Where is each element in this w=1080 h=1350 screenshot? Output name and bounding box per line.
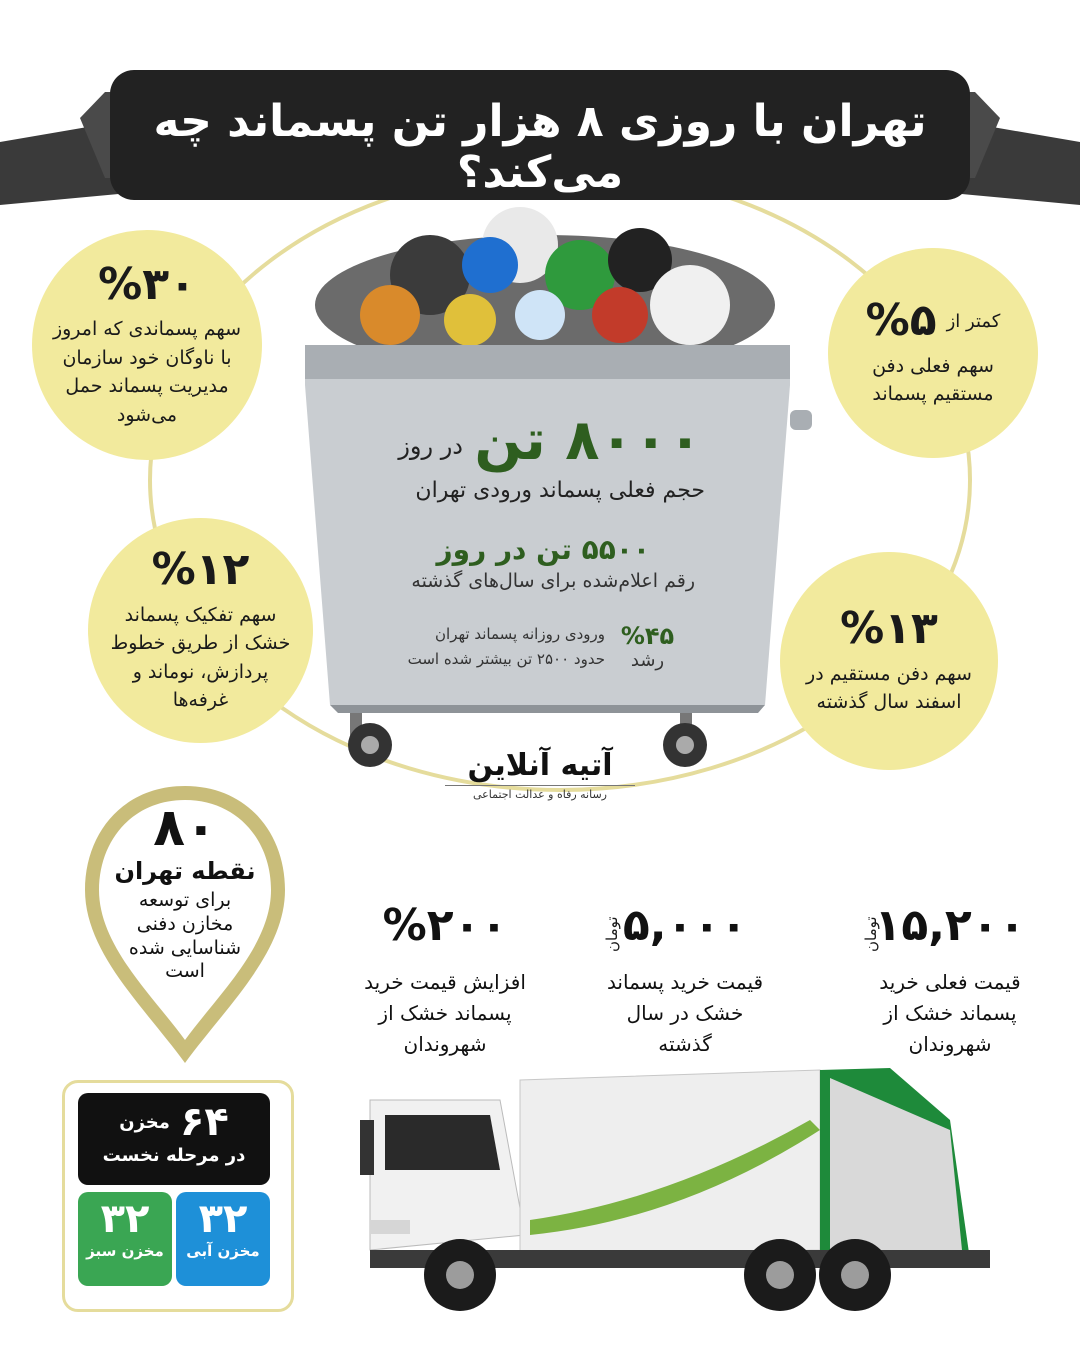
stat-5000-value: ۵,۰۰۰ xyxy=(622,900,748,951)
stat-200-desc: افزایش قیمت خرید پسماند خشک از شهروندان xyxy=(364,970,526,1056)
bin-prev-value: ۵۵۰۰ تن در روز xyxy=(436,533,650,566)
stat-15200-value: ۱۵,۲۰۰ xyxy=(874,900,1026,951)
growth-label: رشد xyxy=(630,650,665,671)
bin-main-value: ۸۰۰۰ تن xyxy=(474,408,702,473)
bin-main-desc: حجم فعلی پسماند ورودی تهران xyxy=(415,478,705,503)
stat-5000-unit: تومان xyxy=(603,916,621,952)
stat-circle-13-text: سهم دفن مستقیم در اسفند سال گذشته xyxy=(806,662,972,714)
stat-circle-5-head xyxy=(866,297,1001,345)
stat-circle-30-text: سهم پسماندی که امروز با ناوگان خود سازمان مدیریت پسماند حمل می‌شود xyxy=(52,318,242,426)
stat-circle-5-percent: %۵ xyxy=(865,295,937,347)
bin-prev-desc: رقم اعلام‌شده برای سال‌های گذشته xyxy=(411,570,695,592)
stat-circle-5-text: سهم فعلی دفن مستقیم پسماند xyxy=(872,354,994,406)
bin-main-unit: در روز xyxy=(398,432,463,460)
bin-total-value: ۶۴ xyxy=(179,1099,229,1145)
bin-total-head xyxy=(78,1099,270,1145)
green-bin-box xyxy=(78,1192,172,1286)
stat-circle-5-prefix: کمتر از xyxy=(946,310,1001,332)
blue-bin-box xyxy=(176,1192,270,1286)
brand-tagline: رسانه رفاه و عدالت اجتماعی xyxy=(445,785,635,801)
stat-5000-desc: قیمت خرید پسماند خشک در سال گذشته xyxy=(606,970,764,1056)
growth-percent: %۴۵ xyxy=(620,622,675,650)
brand-logo xyxy=(445,748,635,801)
garbage-truck-illustration xyxy=(350,1060,1050,1320)
stat-200 xyxy=(350,900,540,1060)
green-bin-desc: مخزن سبز xyxy=(86,1242,164,1260)
bin-total-unit: مخزن xyxy=(119,1111,170,1133)
stat-circle-13-percent: %۱۳ xyxy=(840,603,938,655)
page-title: تهران با روزی ۸ هزار تن پسماند چه می‌کند؟ xyxy=(153,96,927,198)
stat-circle-5 xyxy=(828,248,1038,458)
growth-desc-2: حدود ۲۵۰۰ تن بیشتر شده است xyxy=(407,650,605,668)
stat-circle-30 xyxy=(32,230,262,460)
stat-circle-12-percent: %۱۲ xyxy=(151,544,250,596)
pin-text: برای توسعه مخازن دفنی شناسایی شده است xyxy=(128,889,242,983)
bin-total-box xyxy=(78,1093,270,1185)
stat-circle-12 xyxy=(88,518,313,743)
growth-desc-1: ورودی روزانه پسماند تهران xyxy=(435,625,605,643)
stat-circle-30-percent: %۳۰ xyxy=(98,258,196,310)
pin-number: ۸۰ xyxy=(153,798,217,858)
stat-5000 xyxy=(600,900,770,1060)
pin-content xyxy=(95,800,275,984)
stat-circle-12-text: سهم تفکیک پسماند خشک از طریق خطوط پردازش، نوماند و غرفه‌ها xyxy=(110,603,291,712)
stat-200-value: %۲۰۰ xyxy=(382,900,508,951)
brand-name: آتیه آنلاین xyxy=(467,748,613,783)
stat-15200 xyxy=(860,900,1040,1060)
stat-15200-unit: تومان xyxy=(862,916,880,952)
bin-total-desc: در مرحله نخست xyxy=(102,1145,246,1166)
stat-circle-13 xyxy=(780,552,998,770)
blue-bin-value: ۳۲ xyxy=(198,1196,248,1242)
stat-15200-desc: قیمت فعلی خرید پسماند خشک از شهروندان xyxy=(879,970,1021,1056)
green-bin-value: ۳۲ xyxy=(100,1196,150,1242)
pin-title: نقطه تهران xyxy=(114,857,256,886)
header-banner xyxy=(0,0,1080,240)
blue-bin-desc: مخزن آبی xyxy=(186,1242,260,1260)
